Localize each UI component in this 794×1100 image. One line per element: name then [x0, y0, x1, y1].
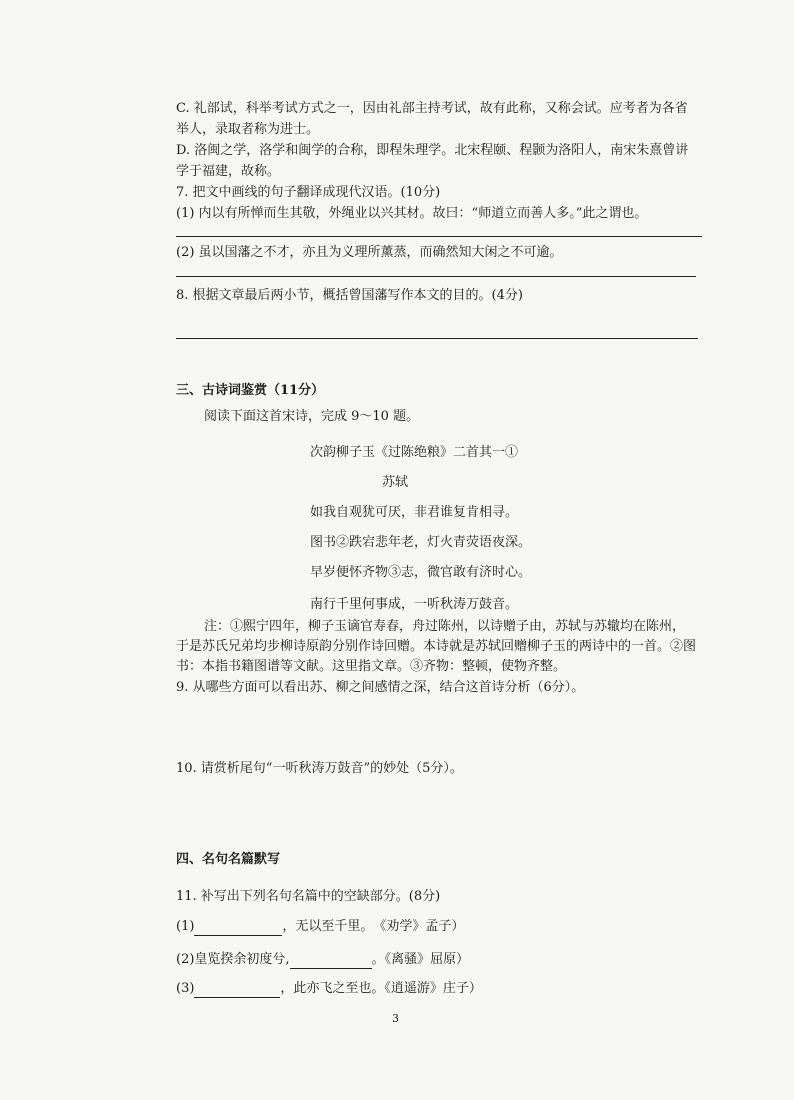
option-d-line1: D. 洛闽之学，洛学和闽学的合称，即程朱理学。北宋程颐、程颢为洛阳人，南宋朱熹曾讲: [176, 143, 689, 158]
poem-line-2: 图书②跌宕悲年老，灯火青荧语夜深。: [310, 535, 532, 550]
q9-prompt: 9. 从哪些方面可以看出苏、柳之间感情之深，结合这首诗分析（6分）。: [176, 680, 585, 695]
q11-item-3: [176, 980, 482, 998]
q8-prompt: 8. 根据文章最后两小节，概括曾国藩写作本文的目的。(4分): [176, 288, 523, 303]
q11-item-3-number: (3): [176, 981, 195, 996]
q11-item-2-text-before: (2)皇览揆余初度兮,: [176, 952, 290, 967]
q11-item-1-blank[interactable]: [194, 921, 282, 936]
poem-author: 苏轼: [382, 475, 409, 490]
option-c-line2: 举人，录取者称为进士。: [176, 122, 320, 137]
option-d-line2: 学于福建，故称。: [176, 164, 281, 179]
section4-heading: 四、名句名篇默写: [176, 852, 281, 867]
poem-line-4: 南行千里何事成，一听秋涛万鼓音。: [310, 597, 519, 612]
q7-answer-line-2[interactable]: [176, 276, 696, 277]
q11-item-2-text-after: 。《离骚》屈原）: [371, 952, 470, 967]
section3-intro: 阅读下面这首宋诗，完成 9～10 题。: [204, 409, 420, 424]
q11-item-2: [176, 951, 469, 969]
poem-note-line1: 注：①熙宁四年，柳子玉谪官寿春，舟过陈州，以诗赠子由，苏轼与苏辙均在陈州，: [204, 619, 686, 634]
q11-prompt: 11. 补写出下列名句名篇中的空缺部分。(8分): [176, 889, 441, 904]
poem-note-line2: 于是苏氏兄弟均步柳诗原韵分别作诗回赠。本诗就是苏轼回赠柳子玉的两诗中的一首。②图: [176, 639, 697, 654]
q11-item-2-blank[interactable]: [290, 954, 372, 969]
q11-item-3-text: ，此亦飞之至也。《逍遥游》庄子）: [280, 981, 482, 996]
q7-sentence-1: (1) 内以有所惮而生其敬，外绳业以兴其材。故曰：“师道立而善人多。”此之谓也。: [176, 206, 648, 221]
q7-answer-line-1[interactable]: [176, 236, 702, 237]
q8-answer-line[interactable]: [176, 338, 698, 339]
poem-title: 次韵柳子玉《过陈绝粮》二首其一①: [310, 445, 519, 460]
q7-sentence-2: (2) 虽以国藩之不才，亦且为义理所薰蒸，而确然知大闲之不可逾。: [176, 245, 563, 260]
q11-item-3-blank[interactable]: [194, 983, 280, 998]
q11-item-1-number: (1): [176, 919, 195, 934]
q11-item-1: [176, 918, 464, 936]
page-number: 3: [392, 1012, 399, 1025]
option-c-line1: C. 礼部试，科举考试方式之一，因由礼部主持考试，故有此称，又称会试。应考者为各省: [176, 101, 688, 116]
poem-line-1: 如我自观犹可厌，非君谁复肯相寻。: [310, 505, 519, 520]
poem-line-3: 早岁便怀齐物③志，微官敢有济时心。: [310, 565, 532, 580]
q11-item-1-text: ，无以至千里。 《劝学》孟子）: [282, 919, 465, 934]
q7-prompt: 7. 把文中画线的句子翻译成现代汉语。(10分): [176, 185, 441, 200]
section3-heading: 三、古诗词鉴赏（11分）: [176, 383, 325, 398]
q10-prompt: 10. 请赏析尾句“一听秋涛万鼓音”的妙处（5分）。: [176, 761, 463, 776]
poem-note-line3: 书：本指书籍图谱等文献。这里指文章。③齐物：整顿，使物齐整。: [176, 659, 567, 674]
